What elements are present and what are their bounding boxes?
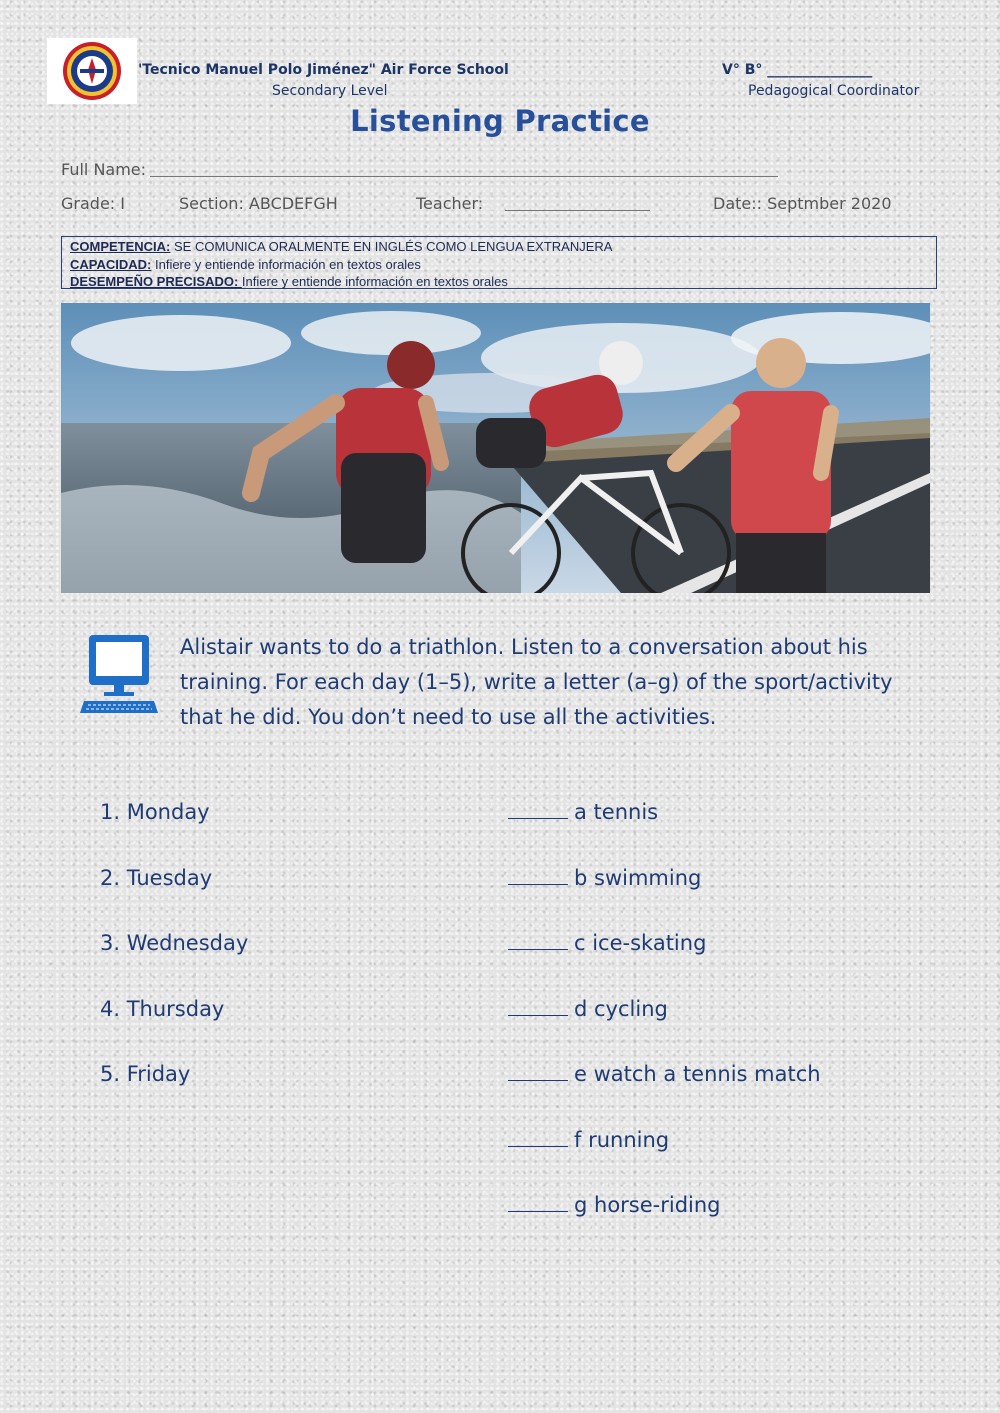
full-name-field[interactable] — [150, 176, 778, 177]
competencia-label: COMPETENCIA: — [70, 239, 171, 254]
day-item: 3. Wednesday — [100, 931, 249, 955]
full-name-label: Full Name: — [61, 160, 147, 179]
activity-item — [508, 1128, 669, 1152]
answer-blank[interactable] — [508, 866, 568, 885]
date-label: Date:: Septmber 2020 — [713, 194, 892, 213]
answer-blank[interactable] — [508, 997, 568, 1016]
approval-line: V° B° _______________ — [722, 62, 873, 78]
triathlon-photo — [61, 303, 930, 593]
competencia-text: SE COMUNICA ORALMENTE EN INGLÉS COMO LENGUA EXTRANJERA — [170, 239, 613, 254]
school-level: Secondary Level — [272, 83, 388, 99]
activity-label: f running — [574, 1128, 670, 1152]
activity-label: g horse-riding — [574, 1193, 721, 1217]
page-title: Listening Practice — [350, 104, 650, 138]
teacher-label: Teacher: — [416, 194, 484, 213]
teacher-field[interactable] — [505, 210, 650, 211]
activity-label: a tennis — [574, 800, 659, 824]
grade-label: Grade: I — [61, 194, 125, 213]
day-item: 4. Thursday — [100, 997, 225, 1021]
competence-box — [61, 236, 937, 289]
capacidad-label: CAPACIDAD: — [70, 256, 152, 272]
activity-item — [508, 997, 668, 1021]
answer-blank[interactable] — [508, 1062, 568, 1081]
activity-item — [508, 1062, 821, 1086]
desempeno-row — [70, 273, 928, 291]
competencia-row — [70, 238, 928, 256]
computer-icon — [80, 635, 158, 715]
activity-label: e watch a tennis match — [574, 1062, 821, 1086]
desempeno-text: Infiere y entiende información en textos orales — [241, 274, 508, 289]
activity-item — [508, 1193, 721, 1217]
school-crest-icon — [58, 40, 126, 102]
section-label: Section: ABCDEFGH — [179, 194, 338, 213]
instructions: Alistair wants to do a triathlon. Listen to a conversation about his training. For each day (1–5), write a letter (a–g) of the sport/activity that he did. You don’t need to use all the activities. — [180, 635, 893, 729]
activity-label: c ice-skating — [574, 931, 707, 955]
school-logo — [47, 38, 137, 104]
answer-blank[interactable] — [508, 931, 568, 950]
answer-blank[interactable] — [508, 1193, 568, 1212]
capacidad-text: Infiere y entiende información en textos orales — [151, 256, 421, 272]
coordinator-label: Pedagogical Coordinator — [748, 83, 920, 99]
desempeno-label: DESEMPEÑO PRECISADO: — [70, 274, 242, 289]
activity-item — [508, 866, 701, 890]
day-item: 2. Tuesday — [100, 866, 213, 890]
activity-item — [508, 931, 706, 955]
day-item: 5. Friday — [100, 1062, 191, 1086]
answer-blank[interactable] — [508, 800, 568, 819]
answer-blank[interactable] — [508, 1128, 568, 1147]
day-item: 1. Monday — [100, 800, 210, 824]
activity-label: d cycling — [574, 997, 668, 1021]
activity-label: b swimming — [574, 866, 702, 890]
activity-item — [508, 800, 658, 824]
school-name: 'Tecnico Manuel Polo Jiménez" Air Force School — [138, 62, 509, 78]
capacidad-row — [70, 256, 928, 274]
